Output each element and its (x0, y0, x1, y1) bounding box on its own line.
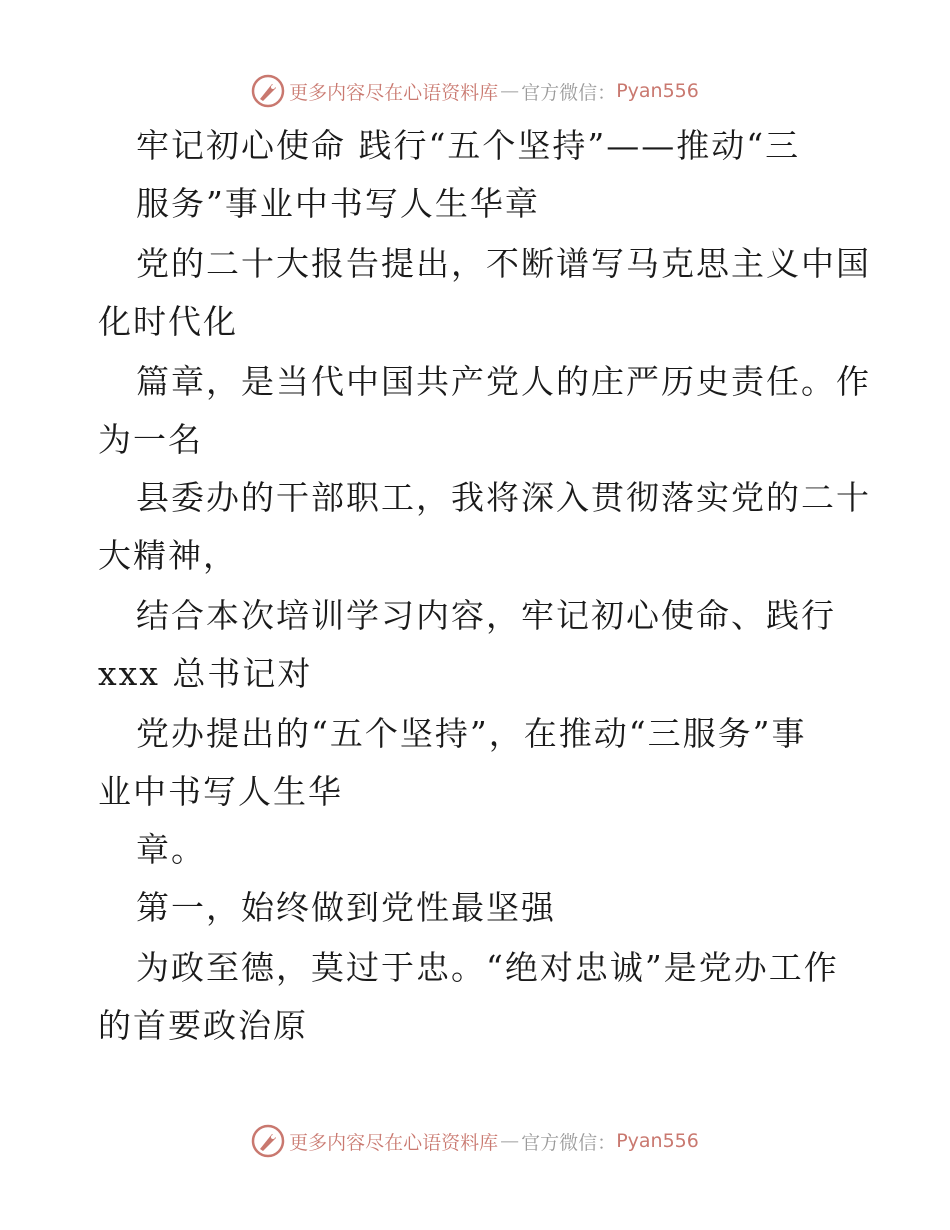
watermark-account: Pyan556 (616, 80, 699, 102)
doc-line: 结合本次培训学习内容，牢记初心使命、践行 (136, 596, 836, 635)
doc-line: 牢记初心使命 践行“五个坚持”——推动“三 (136, 126, 801, 165)
watermark-label: 官方微信： (521, 81, 617, 104)
doc-line: 业中书写人生华 (98, 772, 343, 811)
watermark-label: 官方微信： (521, 1131, 617, 1154)
section-heading: 第一，始终做到党性最坚强 (136, 888, 556, 927)
doc-line: 县委办的干部职工，我将深入贯彻落实党的二十 (136, 478, 871, 517)
doc-line: 篇章，是当代中国共产党人的庄严历史责任。作 (136, 362, 871, 401)
footer-watermark (0, 1124, 950, 1158)
watermark-main-text: 更多内容尽在心语资料库 (289, 1131, 499, 1154)
doc-line: 为一名 (98, 420, 203, 459)
pen-nib-circle-icon (251, 1124, 285, 1158)
watermark-separator: — (500, 1130, 520, 1152)
doc-line: 党的二十大报告提出，不断谱写马克思主义中国 (136, 244, 871, 283)
pen-nib-circle-icon (251, 74, 285, 108)
doc-line: 党办提出的“五个坚持”，在推动“三服务”事 (136, 714, 807, 753)
doc-line: 大精神， (98, 536, 238, 575)
header-watermark (0, 74, 950, 108)
watermark-account: Pyan556 (616, 1130, 699, 1152)
doc-line: 服务”事业中书写人生华章 (136, 184, 540, 223)
doc-line: 化时代化 (98, 302, 238, 341)
doc-line: 的首要政治原 (98, 1006, 308, 1045)
doc-line: 章。 (136, 830, 206, 869)
doc-line: 为政至德，莫过于忠。“绝对忠诚”是党办工作 (136, 948, 839, 987)
watermark-main-text: 更多内容尽在心语资料库 (289, 81, 499, 104)
watermark-separator: — (500, 80, 520, 102)
doc-line: xxx 总书记对 (98, 654, 313, 693)
